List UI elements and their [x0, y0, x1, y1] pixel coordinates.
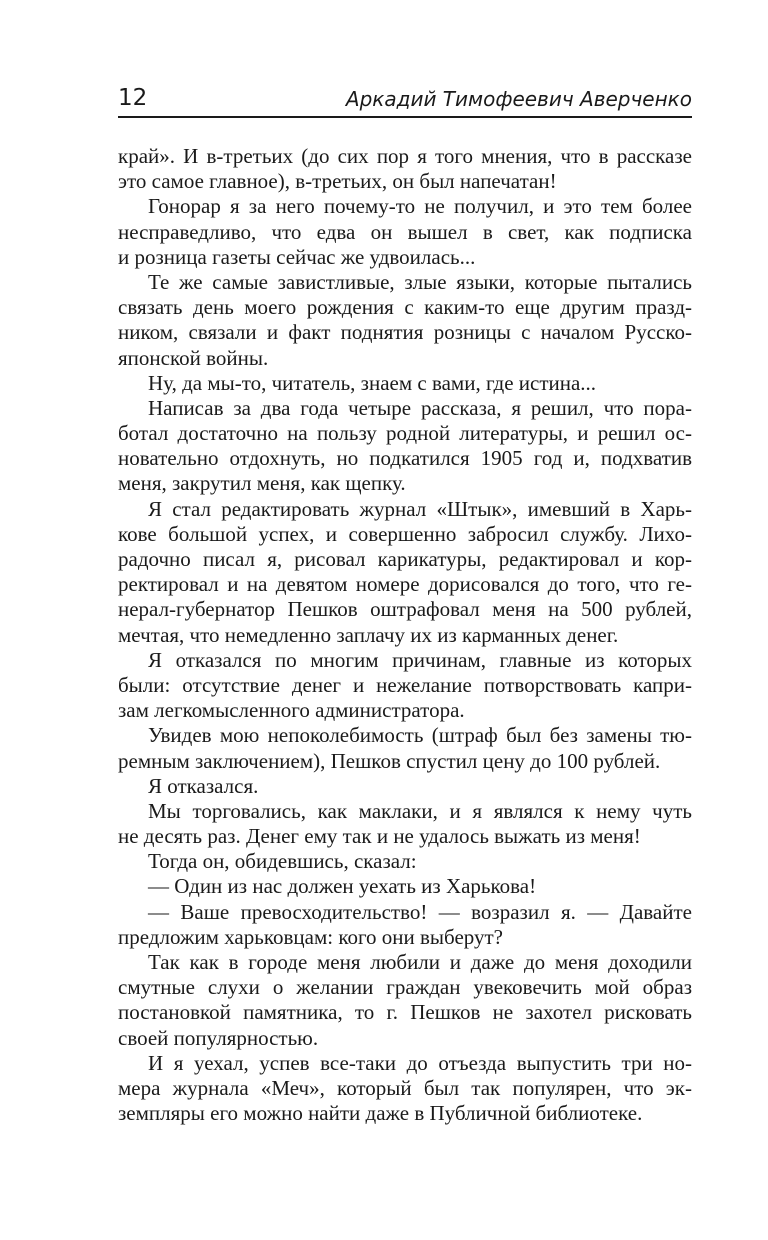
text-line: ремным заключением), Пешков спустил цену до 100 рублей.	[118, 748, 661, 773]
text-line: смутные слухи о желании граждан увековечить мой образ	[118, 975, 692, 1000]
text-line: ректировал и на девятом номере дорисовался до того, что ге-	[118, 572, 692, 597]
text-line: мера журнала «Меч», который был так популярен, что эк-	[118, 1075, 692, 1100]
text-line: постановкой памятника, то г. Пешков не захотел рисковать	[118, 1000, 692, 1025]
text-line: Те же самые завистливые, злые языки, которые пытались	[148, 269, 692, 294]
text-line: Мы торговались, как маклаки, и я являлся к нему чуть	[148, 798, 692, 823]
text-line: не десять раз. Денег ему так и не удалось выжать из меня!	[118, 824, 641, 849]
text-line: это самое главное), в-третьих, он был напечатан!	[118, 169, 557, 194]
text-line: И я уехал, успев все-таки до отъезда выпустить три но-	[148, 1050, 692, 1075]
text-line: — Ваше превосходительство! — возразил я. — Давайте	[148, 899, 692, 924]
text-line: Так как в городе меня любили и даже до меня доходили	[148, 950, 692, 974]
text-line: несправедливо, что едва он вышел в свет, как подписка	[118, 219, 692, 244]
text-line: японской войны.	[118, 345, 269, 370]
text-line: край». И в-третьих (до сих пор я того мнения, что в рассказе	[118, 144, 692, 168]
text-line: своей популярностью.	[118, 1025, 319, 1050]
text-line: мечтая, что немедленно заплачу их из карманных денег.	[118, 622, 619, 647]
text-line: радочно писал я, рисовал карикатуры, редактировал и кор-	[118, 547, 692, 571]
text-line: меня, закрутил меня, как щепку.	[118, 471, 406, 496]
text-line: Я стал редактировать журнал «Штык», имевший в Харь-	[148, 496, 692, 521]
running-title: Аркадий Тимофеевич Аверченко	[345, 87, 692, 111]
text-line: — Один из нас должен уехать из Харькова!	[148, 874, 537, 899]
text-line: были: отсутствие денег и нежелание потворствовать капри-	[118, 672, 692, 697]
text-line: Написав за два года четыре рассказа, я решил, что пора-	[148, 395, 692, 420]
text-line: ником, связали и факт поднятия розницы с началом Русско-	[118, 320, 692, 345]
text-line: новательно отдохнуть, но подкатился 1905 год и, подхватив	[118, 446, 692, 471]
text-line: ботал достаточно на пользу родной литературы, и решил ос-	[118, 421, 692, 446]
text-line: Тогда он, обидевшись, сказал:	[148, 849, 417, 874]
text-line: предложим харьковцам: кого они выберут?	[118, 924, 503, 949]
text-line: Гонорар я за него почему-то не получил, и это тем более	[148, 194, 692, 219]
text-line: Ну, да мы-то, читатель, знаем с вами, где истина...	[148, 370, 597, 395]
page-header	[118, 82, 692, 118]
page-number: 12	[118, 85, 148, 111]
text-line: Я отказался.	[148, 773, 259, 798]
text-line: связать день моего рождения с каким-то еще другим празд-	[118, 295, 692, 320]
body-text	[118, 144, 692, 1126]
text-line: зам легкомысленного администратора.	[118, 698, 465, 723]
text-line: нерал-губернатор Пешков оштрафовал меня на 500 рублей,	[118, 597, 692, 622]
text-line: кове большой успех, и совершенно забросил службу. Лихо-	[118, 521, 692, 546]
text-line: Я отказался по многим причинам, главные из которых	[148, 647, 692, 672]
text-line: Увидев мою непоколебимость (штраф был без замены тю-	[148, 723, 692, 748]
text-line: земпляры его можно найти даже в Публичной библиотеке.	[118, 1101, 643, 1126]
text-line: и розница газеты сейчас же удвоилась...	[118, 244, 476, 269]
